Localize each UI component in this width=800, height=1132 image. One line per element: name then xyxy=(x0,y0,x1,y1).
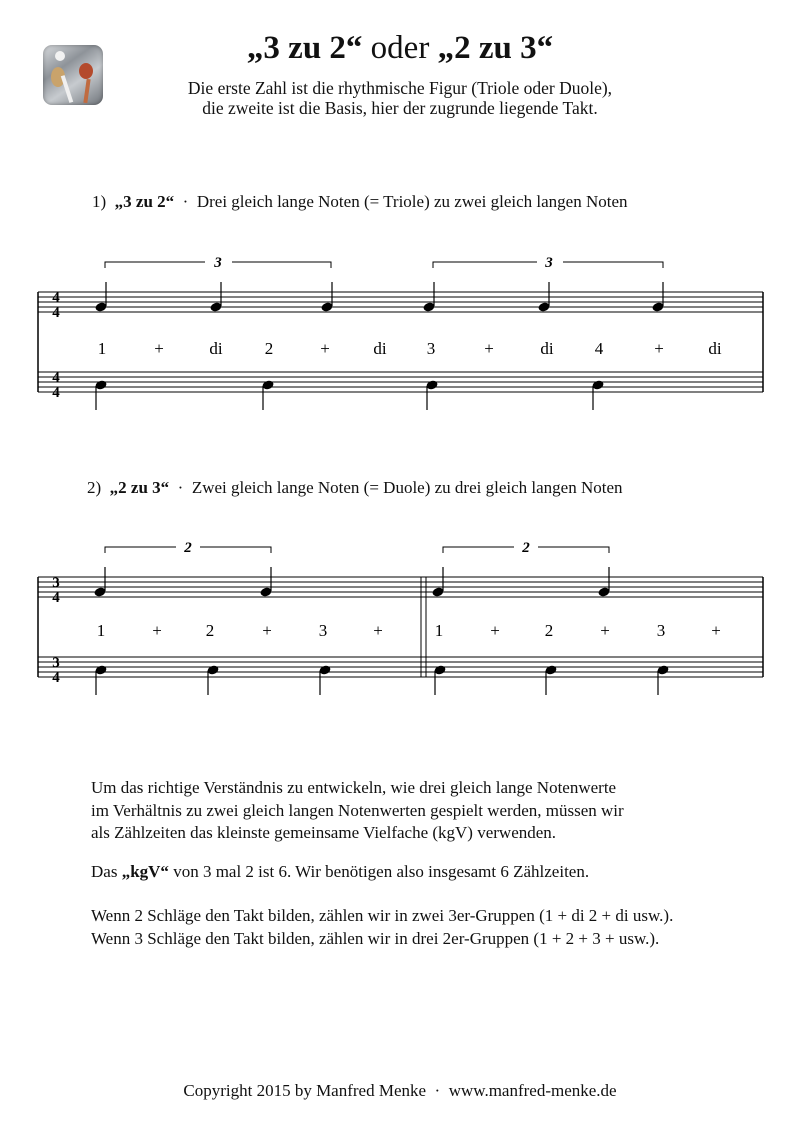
subtitle-line-1: Die erste Zahl ist die rhythmische Figur (Triole oder Duole), xyxy=(187,78,613,98)
count-syllable: 2 xyxy=(544,621,554,640)
quarter-note-lower xyxy=(206,664,219,695)
lower-staff-lines xyxy=(38,657,763,677)
time-signature-top: 4 xyxy=(52,370,60,386)
count-syllable: + xyxy=(484,339,494,358)
time-signature-top: 3 xyxy=(52,655,60,671)
paragraph-line: Wenn 2 Schläge den Takt bilden, zählen wir in zwei 3er-Gruppen (1 + di 2 + di usw.). xyxy=(91,906,674,925)
tuplet-number: 3 xyxy=(214,255,222,271)
count-syllable: + xyxy=(373,621,383,640)
page-title xyxy=(0,26,800,70)
example-1-separator: · xyxy=(182,192,189,211)
count-syllable: + xyxy=(262,621,272,640)
subtitle-line-2: die zweite ist die Basis, hier der zugrunde liegende Takt. xyxy=(202,98,598,118)
example-1-description: Drei gleich lange Noten (= Triole) zu zwei gleich langen Noten xyxy=(196,192,628,211)
quarter-note-lower xyxy=(94,664,107,695)
count-syllable: 2 xyxy=(205,621,215,640)
count-syllable: di xyxy=(540,339,554,358)
count-syllable: di xyxy=(209,339,223,358)
paragraph-line: Um das richtige Verständnis zu entwickeln, wie drei gleich lange Notenwerte xyxy=(91,778,617,797)
rhythm-staff-example-1 xyxy=(0,240,800,410)
lower-staff-lines xyxy=(38,372,763,392)
count-syllable: 1 xyxy=(97,339,107,358)
quarter-note-lower xyxy=(318,664,331,695)
page-subtitle xyxy=(0,78,800,118)
quarter-note-lower xyxy=(425,379,438,410)
time-signature-bottom: 4 xyxy=(52,590,60,606)
count-syllable: 4 xyxy=(594,339,604,358)
time-signature-bottom: 4 xyxy=(52,305,60,321)
time-signature-top: 4 xyxy=(52,290,60,306)
count-syllable: 3 xyxy=(318,621,328,640)
count-syllable: + xyxy=(154,339,164,358)
example-2-description: Zwei gleich lange Noten (= Duole) zu drei gleich langen Noten xyxy=(191,478,623,497)
paragraph-line: als Zählzeiten das kleinste gemeinsame Vielfache (kgV) verwenden. xyxy=(91,823,557,842)
count-syllable: 3 xyxy=(656,621,666,640)
count-syllable: 2 xyxy=(264,339,274,358)
count-syllable: + xyxy=(654,339,664,358)
tuplet-number: 3 xyxy=(545,255,553,271)
paragraph-line: Wenn 3 Schläge den Takt bilden, zählen wir in drei 2er-Gruppen (1 + 2 + 3 + usw.). xyxy=(91,928,660,948)
count-syllable: + xyxy=(320,339,330,358)
tuplet-number: 2 xyxy=(522,540,530,556)
example-2-label: „2 zu 3“ xyxy=(109,478,170,497)
quarter-note-lower xyxy=(433,664,446,695)
time-signature-top: 3 xyxy=(52,575,60,591)
example-2-number: 2) xyxy=(87,478,102,497)
time-signature-bottom: 4 xyxy=(52,385,60,401)
title-part-3-zu-2: „3 zu 2“ xyxy=(246,30,363,66)
quarter-note-lower xyxy=(261,379,274,410)
copyright-footer: Copyright 2015 by Manfred Menke · www.manfred-menke.de xyxy=(183,1081,617,1100)
count-syllable: 1 xyxy=(96,621,106,640)
paragraph-text: von 3 mal 2 ist 6. Wir benötigen also insgesamt 6 Zählzeiten. xyxy=(168,862,590,881)
paragraph-counting xyxy=(91,905,673,950)
upper-staff-lines xyxy=(38,577,763,597)
example-2-heading xyxy=(87,478,623,498)
example-1-label: „3 zu 2“ xyxy=(114,192,175,211)
count-syllable: + xyxy=(152,621,162,640)
example-2-separator: · xyxy=(177,478,184,497)
quarter-note-lower xyxy=(544,664,557,695)
count-syllable: + xyxy=(490,621,500,640)
time-signature-bottom: 4 xyxy=(52,670,60,686)
example-1-heading xyxy=(92,192,628,212)
paragraph-kgv xyxy=(91,861,589,884)
paragraph-text: Das xyxy=(91,862,122,881)
quarter-note-lower xyxy=(591,379,604,410)
count-syllable: di xyxy=(708,339,722,358)
quarter-note-lower xyxy=(656,664,669,695)
rhythm-staff-example-2 xyxy=(0,525,800,695)
count-syllable: + xyxy=(711,621,721,640)
paragraph-explanation xyxy=(91,777,624,845)
count-syllable: + xyxy=(600,621,610,640)
title-part-2-zu-3: „2 zu 3“ xyxy=(437,30,554,66)
title-connector: oder xyxy=(362,30,438,66)
kgv-term: „kgV“ xyxy=(121,862,169,881)
count-syllable: 3 xyxy=(426,339,436,358)
count-syllable: di xyxy=(373,339,387,358)
quarter-note-lower xyxy=(94,379,107,410)
paragraph-line: im Verhältnis zu zwei gleich langen Notenwerten gespielt werden, müssen wir xyxy=(91,800,624,820)
example-1-number: 1) xyxy=(92,192,107,211)
count-syllable: 1 xyxy=(434,621,444,640)
tuplet-number: 2 xyxy=(184,540,192,556)
